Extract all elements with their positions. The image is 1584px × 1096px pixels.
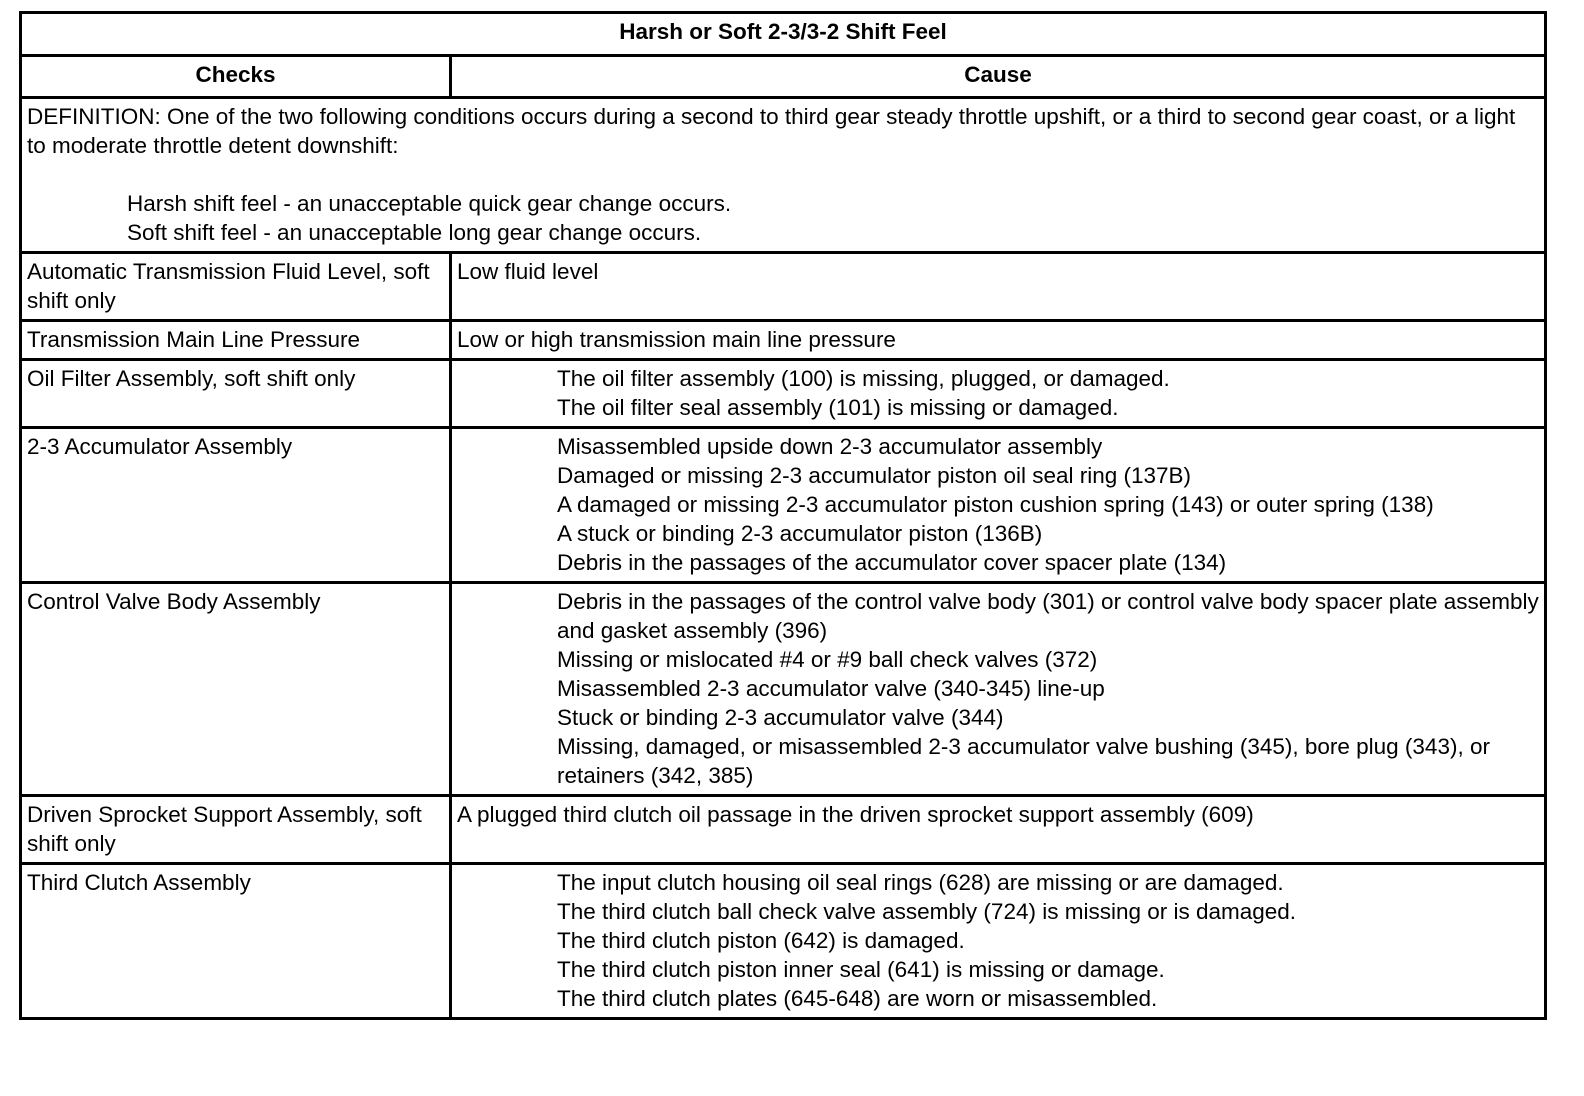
cause-item: The third clutch piston inner seal (641) is missing or damage. <box>557 957 1165 982</box>
cause-cell: A plugged third clutch oil passage in the driven sprocket support assembly (609) <box>451 796 1546 864</box>
definition-text: DEFINITION: One of the two following conditions occurs during a second to third gear steady throttle upshift, or a third to second gear coast, or a light to moderate throttle detent downshift: <box>27 104 1516 158</box>
definition-cell <box>21 98 1546 253</box>
definition-item-soft: Soft shift feel - an unacceptable long gear change occurs. <box>127 220 702 245</box>
cause-cell: Low or high transmission main line pressure <box>451 321 1546 360</box>
check-cell: Third Clutch Assembly <box>21 864 451 1019</box>
cause-item: The third clutch ball check valve assembly (724) is missing or is damaged. <box>557 899 1297 924</box>
cause-cell <box>451 360 1546 428</box>
cause-item: Debris in the passages of the control valve body (301) or control valve body spacer plate assembly and gasket assembly (396) <box>557 589 1539 643</box>
check-cell: Oil Filter Assembly, soft shift only <box>21 360 451 428</box>
table-row <box>21 321 1546 360</box>
check-cell: Control Valve Body Assembly <box>21 583 451 796</box>
cause-item: A stuck or binding 2-3 accumulator piston (136B) <box>557 521 1043 546</box>
cause-item: Misassembled 2-3 accumulator valve (340-345) line-up <box>557 676 1105 701</box>
check-cell: Driven Sprocket Support Assembly, soft shift only <box>21 796 451 864</box>
cause-item: Damaged or missing 2-3 accumulator piston oil seal ring (137B) <box>557 463 1192 488</box>
cause-item: The oil filter seal assembly (101) is missing or damaged. <box>557 395 1119 420</box>
check-cell: 2-3 Accumulator Assembly <box>21 428 451 583</box>
column-header-cause: Cause <box>451 56 1546 98</box>
cause-list <box>457 868 1539 1013</box>
cause-item: Stuck or binding 2-3 accumulator valve (344) <box>557 705 1004 730</box>
cause-item: The third clutch plates (645-648) are worn or misassembled. <box>557 986 1158 1011</box>
cause-item: A damaged or missing 2-3 accumulator piston cushion spring (143) or outer spring (138) <box>557 492 1434 517</box>
cause-cell: Low fluid level <box>451 253 1546 321</box>
table-row <box>21 583 1546 796</box>
table-row <box>21 864 1546 1019</box>
cause-item: The third clutch piston (642) is damaged. <box>557 928 965 953</box>
cause-item: The oil filter assembly (100) is missing, plugged, or damaged. <box>557 366 1170 391</box>
cause-item: Missing, damaged, or misassembled 2-3 accumulator valve bushing (345), bore plug (343), or retainers (342, 385) <box>557 734 1490 788</box>
check-cell: Automatic Transmission Fluid Level, soft shift only <box>21 253 451 321</box>
cause-cell <box>451 864 1546 1019</box>
cause-cell <box>451 583 1546 796</box>
table-row <box>21 253 1546 321</box>
cause-list <box>457 432 1539 577</box>
cause-item: The input clutch housing oil seal rings (628) are missing or are damaged. <box>557 870 1284 895</box>
definition-item-harsh: Harsh shift feel - an unacceptable quick gear change occurs. <box>127 191 732 216</box>
cause-item: Debris in the passages of the accumulator cover spacer plate (134) <box>557 550 1227 575</box>
cause-item: Misassembled upside down 2-3 accumulator assembly <box>557 434 1103 459</box>
cause-list <box>457 364 1539 422</box>
table-title: Harsh or Soft 2-3/3-2 Shift Feel <box>21 13 1546 56</box>
cause-list <box>457 587 1539 790</box>
table-row <box>21 796 1546 864</box>
table-row <box>21 360 1546 428</box>
check-cell: Transmission Main Line Pressure <box>21 321 451 360</box>
cause-item: Missing or mislocated #4 or #9 ball check valves (372) <box>557 647 1098 672</box>
diagnostic-table <box>19 11 1547 1020</box>
cause-cell <box>451 428 1546 583</box>
table-row <box>21 428 1546 583</box>
column-header-checks: Checks <box>21 56 451 98</box>
